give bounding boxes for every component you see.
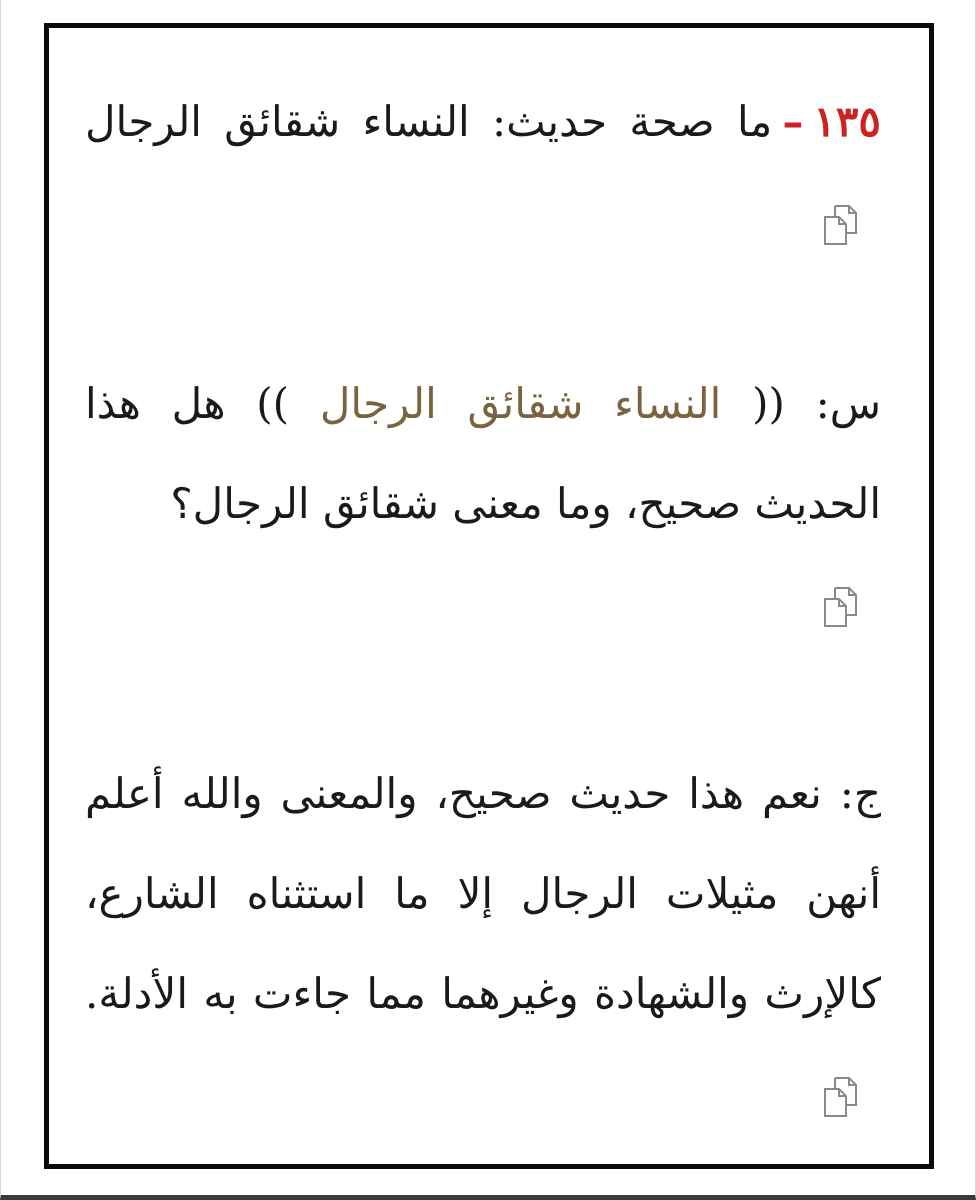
content-frame — [44, 23, 934, 1169]
question-copy-row — [85, 554, 881, 654]
fatwa-content — [85, 72, 881, 1144]
question-prefix: س: (( — [752, 379, 882, 428]
copy-icon[interactable] — [821, 1076, 861, 1118]
hadith-text: النساء شقائق الرجال — [319, 379, 722, 428]
entry-number: ١٣٥ — [813, 97, 881, 146]
question-paragraph — [85, 354, 881, 554]
answer-paragraph — [85, 744, 881, 1144]
copy-icon[interactable] — [821, 586, 861, 628]
question-text: )) هل هذا الحديث صحيح، وما معنى شقائق الرجال؟ — [85, 379, 881, 528]
answer-text: ج: نعم هذا حديث صحيح، والمعنى والله أعلم أنهن مثيلات الرجال إلا ما استثناه الشارع، كالإرث والشهادة وغيرهما مما جاءت به الأدلة. — [85, 769, 881, 1018]
entry-heading — [85, 72, 881, 272]
entry-dash: – — [782, 97, 804, 146]
copy-icon[interactable] — [821, 204, 861, 246]
entry-title: ما صحة حديث: النساء شقائق الرجال — [85, 97, 773, 146]
